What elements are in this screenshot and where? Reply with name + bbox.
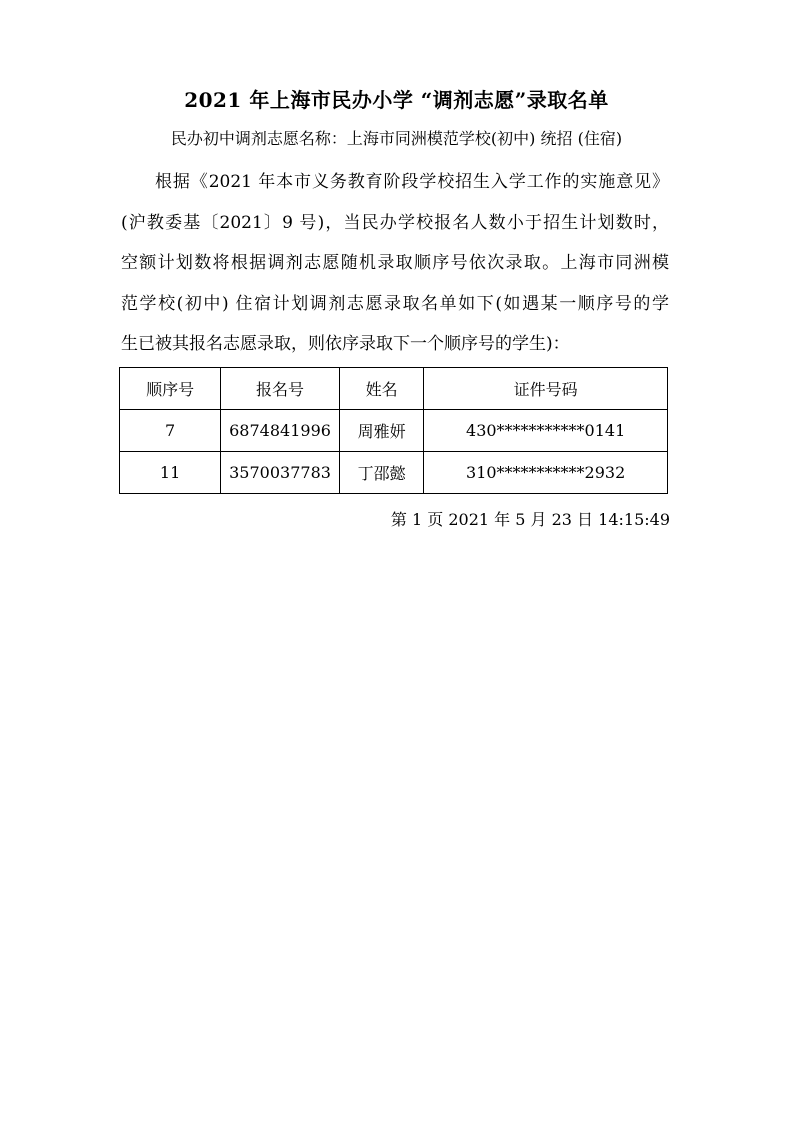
table-row (120, 452, 668, 494)
cell-id-number: 310***********2932 (424, 452, 668, 494)
paragraph-line: 生已被其报名志愿录取，则依序录取下一个顺序号的学生)： (121, 334, 570, 354)
paragraph-line: 空额计划数将根据调剂志愿随机录取顺序号依次录取。上海市同洲模 (121, 253, 669, 273)
cell-name: 周雅妍 (339, 410, 423, 452)
body-paragraph (121, 162, 669, 365)
document-title: 2021 年上海市民办小学 “调剂志愿”录取名单 (184, 88, 609, 112)
cell-id-number: 430***********0141 (424, 410, 668, 452)
paragraph-line: (沪教委基〔2021〕9 号)，当民办学校报名人数小于招生计划数时， (121, 212, 669, 233)
cell-registration-number: 6874841996 (221, 410, 340, 452)
admission-table (119, 367, 668, 494)
paragraph-line: 范学校(初中) 住宿计划调剂志愿录取名单如下(如遇某一顺序号的学 (121, 293, 669, 314)
header-name: 姓名 (339, 368, 423, 410)
cell-sequence-number: 11 (120, 452, 221, 494)
paragraph-line: 根据《2021 年本市义务教育阶段学校招生入学工作的实施意见》 (155, 172, 669, 192)
header-sequence-number: 顺序号 (120, 368, 221, 410)
document-subtitle: 民办初中调剂志愿名称：上海市同洲模范学校(初中) 统招 (住宿) (170, 129, 623, 148)
cell-sequence-number: 7 (120, 410, 221, 452)
table-header-row (120, 368, 668, 410)
cell-registration-number: 3570037783 (221, 452, 340, 494)
table-row (120, 410, 668, 452)
header-id-number: 证件号码 (424, 368, 668, 410)
page-footer: 第 1 页 2021 年 5 月 23 日 14:15:49 (390, 510, 670, 529)
header-registration-number: 报名号 (221, 368, 340, 410)
cell-name: 丁邵懿 (339, 452, 423, 494)
